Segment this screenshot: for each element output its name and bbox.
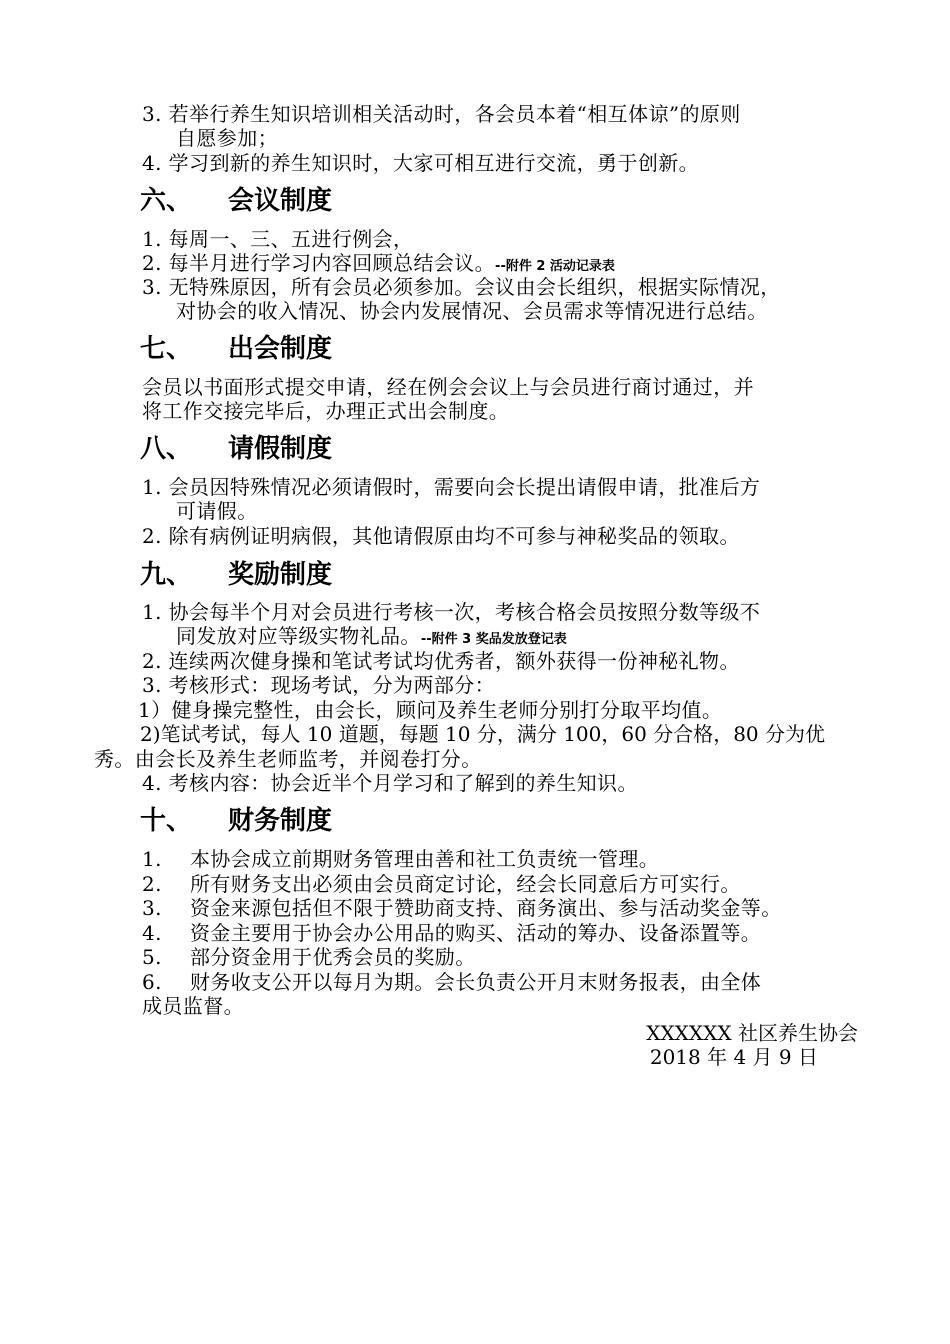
reward-item-2: 2. 连续两次健身操和笔试考试均优秀者，额外获得一份神秘礼物。 xyxy=(142,649,740,673)
finance-item-number: 5. xyxy=(142,945,162,969)
section-number: 九、 xyxy=(140,560,193,590)
section-title: 财务制度 xyxy=(228,806,333,836)
section-title: 请假制度 xyxy=(228,434,333,464)
section-heading-finance xyxy=(140,806,332,836)
section-number: 七、 xyxy=(140,334,193,364)
attachment-note: --附件 2 活动记录表 xyxy=(495,259,615,274)
finance-item-text: 本协会成立前期财务管理由善和社工负责统一管理。 xyxy=(190,847,660,871)
finance-item-text: 财务收支公开以每月为期。会长负责公开月末财务报表，由全体 xyxy=(190,970,762,994)
section-title: 奖励制度 xyxy=(228,560,333,590)
leave-item-1-line2: 可请假。 xyxy=(176,499,258,523)
reward-sub-1: 1）健身操完整性，由会长，顾问及养生老师分别打分取平均值。 xyxy=(138,698,723,722)
section-heading-reward xyxy=(140,560,332,590)
section-number: 八、 xyxy=(140,434,193,464)
section-title: 会议制度 xyxy=(228,186,333,216)
top-item-3-line2: 自愿参加； xyxy=(176,126,278,150)
finance-item-number: 1. xyxy=(142,847,162,871)
finance-item-6-line2: 成员监督。 xyxy=(142,994,244,1018)
meeting-item-1: 1. 每周一、三、五进行例会， xyxy=(142,227,414,251)
reward-sub-2-line2: 秀。由会长及养生老师监考，并阅卷打分。 xyxy=(94,747,482,771)
exit-paragraph-line1: 会员以书面形式提交申请，经在例会会议上与会员进行商讨通过，并 xyxy=(142,375,754,399)
reward-item-1-line2 xyxy=(176,624,567,652)
finance-item-number: 3. xyxy=(142,896,162,920)
reward-item-3: 3. 考核形式：现场考试，分为两部分： xyxy=(142,673,496,697)
finance-item-number: 4. xyxy=(142,921,162,945)
finance-item-text: 部分资金用于优秀会员的奖励。 xyxy=(190,945,476,969)
reward-item-1-line1: 1. 协会每半个月对会员进行考核一次，考核合格会员按照分数等级不 xyxy=(142,600,761,624)
reward-item-1-line2-text: 同发放对应等级实物礼品。 xyxy=(176,624,421,648)
section-number: 六、 xyxy=(140,186,193,216)
section-number: 十、 xyxy=(140,806,193,836)
section-heading-leave xyxy=(140,434,332,464)
leave-item-1-line1: 1. 会员因特殊情况必须请假时，需要向会长提出请假申请，批准后方 xyxy=(142,475,761,499)
leave-item-2: 2. 除有病例证明病假，其他请假原由均不可参与神秘奖品的领取。 xyxy=(142,524,740,548)
section-title: 出会制度 xyxy=(228,334,333,364)
signature-organization: XXXXXX 社区养生协会 xyxy=(646,1021,858,1045)
signature-date: 2018 年 4 月 9 日 xyxy=(649,1045,818,1069)
reward-sub-2-line1: 2)笔试考试，每人 10 道题，每题 10 分，满分 100，60 分合格，80 分为优 xyxy=(140,722,825,746)
exit-paragraph-line2: 将工作交接完毕后，办理正式出会制度。 xyxy=(142,399,510,423)
finance-item-text: 所有财务支出必须由会员商定讨论，经会长同意后方可实行。 xyxy=(190,872,741,896)
finance-item-text: 资金来源包括但不限于赞助商支持、商务演出、参与活动奖金等。 xyxy=(190,896,782,920)
meeting-item-3-line1: 3. 无特殊原因，所有会员必须参加。会议由会长组织，根据实际情况， xyxy=(142,275,781,299)
section-heading-exit xyxy=(140,334,332,364)
top-item-3-line1: 3. 若举行养生知识培训相关活动时，各会员本着“相互体谅”的原则 xyxy=(142,102,741,126)
finance-item-number: 6. xyxy=(142,970,162,994)
meeting-item-3-line2: 对协会的收入情况、协会内发展情况、会员需求等情况进行总结。 xyxy=(176,299,768,323)
finance-item-text: 资金主要用于协会办公用品的购买、活动的筹办、设备添置等。 xyxy=(190,921,762,945)
finance-item-number: 2. xyxy=(142,872,162,896)
meeting-item-2-text: 2. 每半月进行学习内容回顾总结会议。 xyxy=(142,251,496,275)
top-item-4: 4. 学习到新的养生知识时，大家可相互进行交流，勇于创新。 xyxy=(142,151,700,175)
section-heading-meeting xyxy=(140,186,332,216)
reward-item-4: 4. 考核内容：协会近半个月学习和了解到的养生知识。 xyxy=(142,771,638,795)
attachment-note: --附件 3 奖品发放登记表 xyxy=(420,632,567,647)
